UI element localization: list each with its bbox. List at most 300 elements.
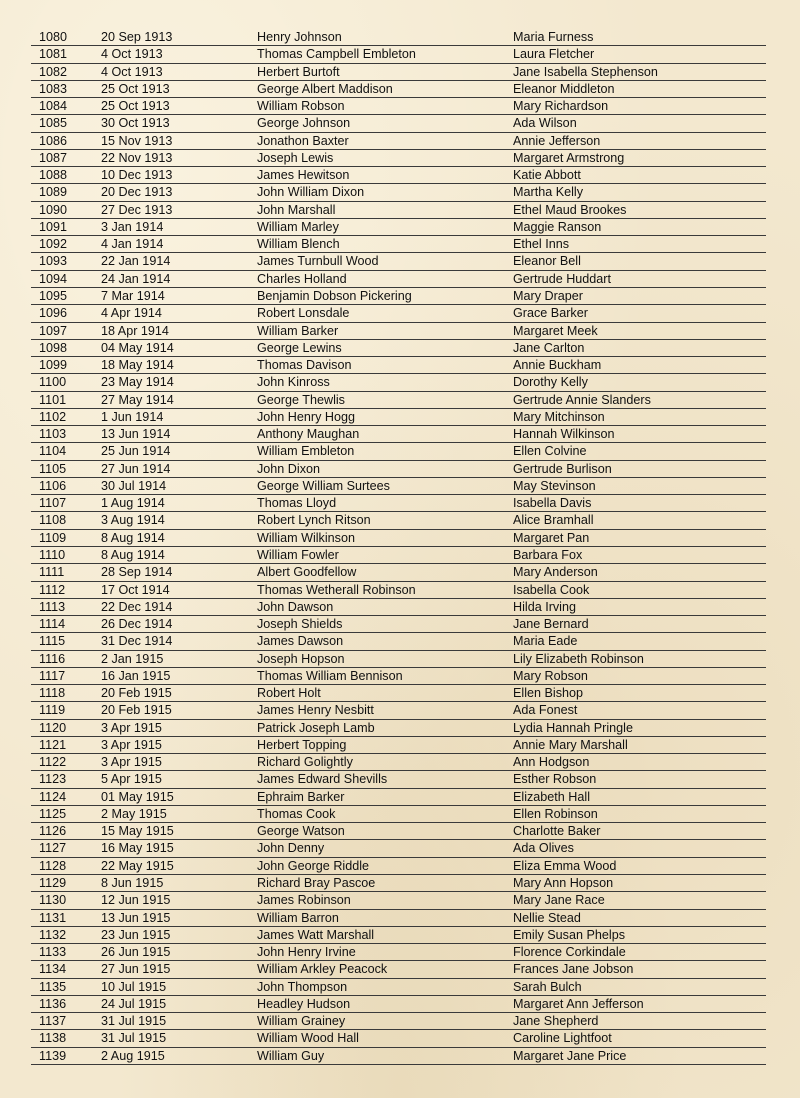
bride-name: Margaret Pan bbox=[513, 530, 590, 545]
marriage-date: 26 Dec 1914 bbox=[101, 617, 173, 632]
entry-number: 1126 bbox=[39, 824, 67, 839]
marriage-date: 20 Sep 1913 bbox=[101, 30, 173, 44]
register-row bbox=[31, 685, 766, 702]
bride-name: Katie Abbott bbox=[513, 168, 581, 183]
groom-name: John Marshall bbox=[257, 202, 336, 217]
bride-name: Mary Robson bbox=[513, 668, 588, 683]
bride-name: Esther Robson bbox=[513, 772, 597, 787]
bride-name: Maria Furness bbox=[513, 30, 594, 44]
entry-number: 1103 bbox=[39, 427, 67, 442]
marriage-date: 13 Jun 1915 bbox=[101, 910, 171, 925]
bride-name: Eleanor Middleton bbox=[513, 81, 615, 96]
entry-number: 1105 bbox=[39, 461, 67, 476]
entry-number: 1117 bbox=[39, 668, 66, 683]
bride-name: Mary Anderson bbox=[513, 565, 598, 580]
register-row bbox=[31, 478, 766, 495]
register-row bbox=[31, 547, 766, 564]
groom-name: James Turnbull Wood bbox=[257, 254, 379, 269]
groom-name: George Johnson bbox=[257, 116, 351, 131]
register-row bbox=[31, 340, 766, 357]
marriage-date: 31 Jul 1915 bbox=[101, 1014, 167, 1029]
bride-name: Gertrude Annie Slanders bbox=[513, 392, 651, 407]
groom-name: George William Surtees bbox=[257, 478, 390, 493]
register-row bbox=[31, 1030, 766, 1047]
entry-number: 1091 bbox=[39, 219, 68, 234]
groom-name: William Embleton bbox=[257, 444, 355, 459]
marriage-date: 3 Apr 1915 bbox=[101, 755, 162, 770]
marriage-date: 24 Jan 1914 bbox=[101, 271, 171, 286]
entry-number: 1082 bbox=[39, 64, 68, 79]
register-row bbox=[31, 357, 766, 374]
bride-name: Jane Bernard bbox=[513, 617, 589, 632]
groom-name: George Lewins bbox=[257, 340, 342, 355]
marriage-date: 28 Sep 1914 bbox=[101, 565, 173, 580]
bride-name: Maggie Ranson bbox=[513, 219, 602, 234]
bride-name: Margaret Ann Jefferson bbox=[513, 996, 644, 1011]
register-row bbox=[31, 133, 766, 150]
bride-name: Dorothy Kelly bbox=[513, 375, 588, 390]
bride-name: Ada Olives bbox=[513, 841, 574, 856]
entry-number: 1087 bbox=[39, 150, 68, 165]
groom-name: Richard Bray Pascoe bbox=[257, 876, 376, 891]
groom-name: Herbert Burtoft bbox=[257, 64, 340, 79]
marriage-date: 20 Feb 1915 bbox=[101, 686, 172, 701]
entry-number: 1110 bbox=[39, 547, 66, 562]
marriage-date: 4 Oct 1913 bbox=[101, 64, 163, 79]
entry-number: 1133 bbox=[39, 945, 67, 960]
register-row bbox=[31, 305, 766, 322]
marriage-date: 4 Oct 1913 bbox=[101, 47, 163, 62]
entry-number: 1112 bbox=[39, 582, 66, 597]
marriage-date: 22 May 1915 bbox=[101, 858, 174, 873]
groom-name: Benjamin Dobson Pickering bbox=[257, 288, 412, 303]
groom-name: Thomas William Bennison bbox=[257, 668, 403, 683]
marriage-date: 27 May 1914 bbox=[101, 392, 174, 407]
marriage-date: 27 Dec 1913 bbox=[101, 202, 173, 217]
entry-number: 1086 bbox=[39, 133, 68, 148]
groom-name: William Barker bbox=[257, 323, 339, 338]
marriage-date: 15 Nov 1913 bbox=[101, 133, 173, 148]
bride-name: Nellie Stead bbox=[513, 910, 581, 925]
register-row bbox=[31, 771, 766, 788]
register-row bbox=[31, 392, 766, 409]
bride-name: Hilda Irving bbox=[513, 599, 576, 614]
bride-name: Frances Jane Jobson bbox=[513, 962, 634, 977]
groom-name: Anthony Maughan bbox=[257, 427, 360, 442]
entry-number: 1096 bbox=[39, 306, 68, 321]
entry-number: 1130 bbox=[39, 893, 67, 908]
entry-number: 1097 bbox=[39, 323, 68, 338]
entry-number: 1132 bbox=[39, 927, 67, 942]
marriage-date: 30 Oct 1913 bbox=[101, 116, 170, 131]
register-row bbox=[31, 806, 766, 823]
marriage-date: 20 Dec 1913 bbox=[101, 185, 173, 200]
register-row bbox=[31, 754, 766, 771]
bride-name: Florence Corkindale bbox=[513, 945, 626, 960]
marriage-register-table bbox=[31, 29, 766, 1065]
marriage-date: 10 Dec 1913 bbox=[101, 168, 173, 183]
entry-number: 1101 bbox=[39, 392, 67, 407]
marriage-date: 3 Apr 1915 bbox=[101, 737, 162, 752]
entry-number: 1138 bbox=[39, 1031, 67, 1046]
entry-number: 1125 bbox=[39, 806, 67, 821]
marriage-date: 23 May 1914 bbox=[101, 375, 174, 390]
groom-name: Patrick Joseph Lamb bbox=[257, 720, 375, 735]
groom-name: James Robinson bbox=[257, 893, 351, 908]
marriage-date: 24 Jul 1915 bbox=[101, 996, 167, 1011]
entry-number: 1124 bbox=[39, 789, 67, 804]
groom-name: Thomas Lloyd bbox=[257, 496, 337, 511]
bride-name: Ada Wilson bbox=[513, 116, 577, 131]
marriage-date: 22 Nov 1913 bbox=[101, 150, 173, 165]
entry-number: 1129 bbox=[39, 876, 67, 891]
entry-number: 1116 bbox=[39, 651, 66, 666]
marriage-date: 2 Jan 1915 bbox=[101, 651, 164, 666]
groom-name: Robert Lonsdale bbox=[257, 306, 350, 321]
groom-name: Robert Holt bbox=[257, 686, 321, 701]
register-row bbox=[31, 737, 766, 754]
entry-number: 1115 bbox=[39, 634, 66, 649]
bride-name: Ada Fonest bbox=[513, 703, 578, 718]
register-row bbox=[31, 789, 766, 806]
register-row bbox=[31, 115, 766, 132]
register-row bbox=[31, 668, 766, 685]
entry-number: 1128 bbox=[39, 858, 67, 873]
entry-number: 1085 bbox=[39, 116, 68, 131]
marriage-date: 27 Jun 1914 bbox=[101, 461, 171, 476]
marriage-date: 3 Apr 1915 bbox=[101, 720, 162, 735]
marriage-date: 16 Jan 1915 bbox=[101, 668, 171, 683]
register-row bbox=[31, 530, 766, 547]
groom-name: Thomas Cook bbox=[257, 806, 336, 821]
bride-name: Jane Carlton bbox=[513, 340, 585, 355]
marriage-date: 7 Mar 1914 bbox=[101, 288, 165, 303]
groom-name: John George Riddle bbox=[257, 858, 370, 873]
bride-name: Annie Buckham bbox=[513, 358, 602, 373]
entry-number: 1120 bbox=[39, 720, 67, 735]
bride-name: Gertrude Huddart bbox=[513, 271, 612, 286]
marriage-date: 25 Oct 1913 bbox=[101, 99, 170, 114]
entry-number: 1098 bbox=[39, 340, 68, 355]
groom-name: Richard Golightly bbox=[257, 755, 353, 770]
register-row bbox=[31, 910, 766, 927]
marriage-date: 25 Oct 1913 bbox=[101, 81, 170, 96]
register-row bbox=[31, 271, 766, 288]
register-row bbox=[31, 927, 766, 944]
register-row bbox=[31, 840, 766, 857]
marriage-date: 3 Aug 1914 bbox=[101, 513, 165, 528]
entry-number: 1089 bbox=[39, 185, 68, 200]
register-row bbox=[31, 720, 766, 737]
groom-name: John Dawson bbox=[257, 599, 334, 614]
bride-name: Ellen Robinson bbox=[513, 806, 598, 821]
register-row bbox=[31, 633, 766, 650]
groom-name: James Watt Marshall bbox=[257, 927, 375, 942]
marriage-date: 30 Jul 1914 bbox=[101, 478, 167, 493]
marriage-date: 25 Jun 1914 bbox=[101, 444, 171, 459]
groom-name: George Thewlis bbox=[257, 392, 345, 407]
groom-name: James Dawson bbox=[257, 634, 344, 649]
entry-number: 1109 bbox=[39, 530, 67, 545]
register-row bbox=[31, 616, 766, 633]
register-row bbox=[31, 409, 766, 426]
register-row bbox=[31, 167, 766, 184]
entry-number: 1137 bbox=[39, 1014, 67, 1029]
groom-name: William Fowler bbox=[257, 547, 339, 562]
entry-number: 1094 bbox=[39, 271, 68, 286]
bride-name: Ellen Colvine bbox=[513, 444, 587, 459]
entry-number: 1136 bbox=[39, 996, 67, 1011]
marriage-date: 2 May 1915 bbox=[101, 806, 167, 821]
marriage-date: 1 Aug 1914 bbox=[101, 496, 165, 511]
entry-number: 1081 bbox=[39, 47, 68, 62]
entry-number: 1114 bbox=[39, 617, 66, 632]
marriage-date: 22 Jan 1914 bbox=[101, 254, 171, 269]
bride-name: Mary Draper bbox=[513, 288, 583, 303]
groom-name: William Arkley Peacock bbox=[257, 962, 388, 977]
register-row bbox=[31, 564, 766, 581]
marriage-date: 8 Aug 1914 bbox=[101, 547, 165, 562]
bride-name: Eliza Emma Wood bbox=[513, 858, 617, 873]
register-row bbox=[31, 98, 766, 115]
bride-name: Jane Shepherd bbox=[513, 1014, 599, 1029]
bride-name: Lily Elizabeth Robinson bbox=[513, 651, 644, 666]
register-row bbox=[31, 374, 766, 391]
entry-number: 1099 bbox=[39, 358, 68, 373]
register-row bbox=[31, 184, 766, 201]
bride-name: Mary Ann Hopson bbox=[513, 876, 614, 891]
entry-number: 1095 bbox=[39, 288, 68, 303]
groom-name: John William Dixon bbox=[257, 185, 365, 200]
entry-number: 1118 bbox=[39, 686, 66, 701]
marriage-date: 13 Jun 1914 bbox=[101, 427, 171, 442]
entry-number: 1107 bbox=[39, 496, 67, 511]
entry-number: 1121 bbox=[39, 737, 67, 752]
bride-name: Margaret Armstrong bbox=[513, 150, 625, 165]
entry-number: 1139 bbox=[39, 1048, 67, 1063]
bride-name: Grace Barker bbox=[513, 306, 588, 321]
entry-number: 1088 bbox=[39, 168, 68, 183]
marriage-date: 12 Jun 1915 bbox=[101, 893, 171, 908]
groom-name: Headley Hudson bbox=[257, 996, 351, 1011]
entry-number: 1080 bbox=[39, 30, 68, 44]
register-row bbox=[31, 219, 766, 236]
entry-number: 1108 bbox=[39, 513, 67, 528]
register-row bbox=[31, 150, 766, 167]
entry-number: 1106 bbox=[39, 478, 67, 493]
bride-name: Sarah Bulch bbox=[513, 979, 582, 994]
marriage-date: 27 Jun 1915 bbox=[101, 962, 171, 977]
marriage-date: 8 Jun 1915 bbox=[101, 876, 164, 891]
bride-name: Alice Bramhall bbox=[513, 513, 594, 528]
register-row bbox=[31, 29, 766, 46]
register-row bbox=[31, 253, 766, 270]
bride-name: Caroline Lightfoot bbox=[513, 1031, 612, 1046]
bride-name: Lydia Hannah Pringle bbox=[513, 720, 633, 735]
bride-name: Isabella Cook bbox=[513, 582, 590, 597]
bride-name: Ethel Maud Brookes bbox=[513, 202, 627, 217]
groom-name: Jonathon Baxter bbox=[257, 133, 349, 148]
groom-name: Joseph Hopson bbox=[257, 651, 345, 666]
register-row bbox=[31, 875, 766, 892]
entry-number: 1119 bbox=[39, 703, 66, 718]
groom-name: John Thompson bbox=[257, 979, 348, 994]
entry-number: 1100 bbox=[39, 375, 67, 390]
register-row bbox=[31, 443, 766, 460]
bride-name: Maria Eade bbox=[513, 634, 578, 649]
bride-name: Mary Jane Race bbox=[513, 893, 605, 908]
register-row bbox=[31, 823, 766, 840]
marriage-date: 18 May 1914 bbox=[101, 358, 174, 373]
groom-name: Albert Goodfellow bbox=[257, 565, 357, 580]
entry-number: 1113 bbox=[39, 599, 66, 614]
entry-number: 1102 bbox=[39, 409, 67, 424]
register-row bbox=[31, 495, 766, 512]
register-row bbox=[31, 961, 766, 978]
marriage-date: 3 Jan 1914 bbox=[101, 219, 164, 234]
groom-name: William Robson bbox=[257, 99, 345, 114]
groom-name: Robert Lynch Ritson bbox=[257, 513, 371, 528]
bride-name: Laura Fletcher bbox=[513, 47, 595, 62]
register-row bbox=[31, 892, 766, 909]
groom-name: William Marley bbox=[257, 219, 339, 234]
register-row bbox=[31, 236, 766, 253]
marriage-date: 18 Apr 1914 bbox=[101, 323, 169, 338]
marriage-date: 8 Aug 1914 bbox=[101, 530, 165, 545]
bride-name: May Stevinson bbox=[513, 478, 596, 493]
marriage-date: 31 Jul 1915 bbox=[101, 1031, 167, 1046]
groom-name: John Kinross bbox=[257, 375, 330, 390]
register-row bbox=[31, 1048, 766, 1065]
register-row bbox=[31, 81, 766, 98]
bride-name: Gertrude Burlison bbox=[513, 461, 612, 476]
register-row bbox=[31, 858, 766, 875]
bride-name: Emily Susan Phelps bbox=[513, 927, 625, 942]
groom-name: George Watson bbox=[257, 824, 345, 839]
entry-number: 1131 bbox=[39, 910, 67, 925]
marriage-date: 16 May 1915 bbox=[101, 841, 174, 856]
groom-name: Henry Johnson bbox=[257, 30, 342, 44]
bride-name: Margaret Jane Price bbox=[513, 1048, 627, 1063]
register-row bbox=[31, 512, 766, 529]
groom-name: Ephraim Barker bbox=[257, 789, 345, 804]
marriage-date: 31 Dec 1914 bbox=[101, 634, 173, 649]
bride-name: Isabella Davis bbox=[513, 496, 592, 511]
groom-name: William Wood Hall bbox=[257, 1031, 359, 1046]
bride-name: Ann Hodgson bbox=[513, 755, 590, 770]
groom-name: Joseph Lewis bbox=[257, 150, 334, 165]
bride-name: Martha Kelly bbox=[513, 185, 583, 200]
bride-name: Mary Mitchinson bbox=[513, 409, 605, 424]
marriage-date: 20 Feb 1915 bbox=[101, 703, 172, 718]
register-row bbox=[31, 46, 766, 63]
groom-name: Thomas Davison bbox=[257, 358, 352, 373]
marriage-date: 23 Jun 1915 bbox=[101, 927, 171, 942]
groom-name: George Albert Maddison bbox=[257, 81, 393, 96]
register-row bbox=[31, 426, 766, 443]
entry-number: 1090 bbox=[39, 202, 68, 217]
register-row bbox=[31, 979, 766, 996]
register-row bbox=[31, 323, 766, 340]
entry-number: 1122 bbox=[39, 755, 67, 770]
entry-number: 1123 bbox=[39, 772, 67, 787]
bride-name: Hannah Wilkinson bbox=[513, 427, 615, 442]
marriage-date: 10 Jul 1915 bbox=[101, 979, 167, 994]
bride-name: Mary Richardson bbox=[513, 99, 609, 114]
marriage-date: 5 Apr 1915 bbox=[101, 772, 162, 787]
register-row bbox=[31, 1013, 766, 1030]
marriage-date: 01 May 1915 bbox=[101, 789, 174, 804]
entry-number: 1111 bbox=[39, 565, 65, 580]
groom-name: John Denny bbox=[257, 841, 325, 856]
register-row bbox=[31, 944, 766, 961]
entry-number: 1084 bbox=[39, 99, 68, 114]
groom-name: Herbert Topping bbox=[257, 737, 347, 752]
bride-name: Annie Mary Marshall bbox=[513, 737, 628, 752]
register-row bbox=[31, 64, 766, 81]
marriage-date: 1 Jun 1914 bbox=[101, 409, 164, 424]
marriage-date: 2 Aug 1915 bbox=[101, 1048, 165, 1063]
register-row bbox=[31, 461, 766, 478]
bride-name: Barbara Fox bbox=[513, 547, 583, 562]
marriage-date: 04 May 1914 bbox=[101, 340, 174, 355]
marriage-date: 22 Dec 1914 bbox=[101, 599, 173, 614]
marriage-date: 4 Apr 1914 bbox=[101, 306, 162, 321]
groom-name: James Henry Nesbitt bbox=[257, 703, 374, 718]
entry-number: 1083 bbox=[39, 81, 68, 96]
groom-name: Charles Holland bbox=[257, 271, 347, 286]
groom-name: William Wilkinson bbox=[257, 530, 355, 545]
bride-name: Ellen Bishop bbox=[513, 686, 584, 701]
bride-name: Charlotte Baker bbox=[513, 824, 601, 839]
bride-name: Annie Jefferson bbox=[513, 133, 601, 148]
entry-number: 1134 bbox=[39, 962, 67, 977]
marriage-date: 26 Jun 1915 bbox=[101, 945, 171, 960]
groom-name: William Blench bbox=[257, 237, 340, 252]
register-row bbox=[31, 202, 766, 219]
groom-name: John Henry Irvine bbox=[257, 945, 356, 960]
bride-name: Eleanor Bell bbox=[513, 254, 581, 269]
register-row bbox=[31, 651, 766, 668]
groom-name: James Hewitson bbox=[257, 168, 350, 183]
marriage-date: 17 Oct 1914 bbox=[101, 582, 170, 597]
register-row bbox=[31, 582, 766, 599]
groom-name: John Dixon bbox=[257, 461, 321, 476]
register-row bbox=[31, 288, 766, 305]
groom-name: Thomas Wetherall Robinson bbox=[257, 582, 416, 597]
groom-name: William Barron bbox=[257, 910, 339, 925]
register-row bbox=[31, 702, 766, 719]
bride-name: Jane Isabella Stephenson bbox=[513, 64, 658, 79]
groom-name: James Edward Shevills bbox=[257, 772, 388, 787]
entry-number: 1092 bbox=[39, 237, 68, 252]
entry-number: 1104 bbox=[39, 444, 67, 459]
groom-name: Joseph Shields bbox=[257, 617, 343, 632]
entry-number: 1135 bbox=[39, 979, 67, 994]
register-row bbox=[31, 996, 766, 1013]
groom-name: John Henry Hogg bbox=[257, 409, 356, 424]
bride-name: Elizabeth Hall bbox=[513, 789, 591, 804]
marriage-date: 4 Jan 1914 bbox=[101, 237, 164, 252]
entry-number: 1127 bbox=[39, 841, 67, 856]
marriage-date: 15 May 1915 bbox=[101, 824, 174, 839]
groom-name: William Guy bbox=[257, 1048, 325, 1063]
bride-name: Margaret Meek bbox=[513, 323, 598, 338]
entry-number: 1093 bbox=[39, 254, 68, 269]
groom-name: Thomas Campbell Embleton bbox=[257, 47, 416, 62]
bride-name: Ethel Inns bbox=[513, 237, 570, 252]
groom-name: William Grainey bbox=[257, 1014, 346, 1029]
